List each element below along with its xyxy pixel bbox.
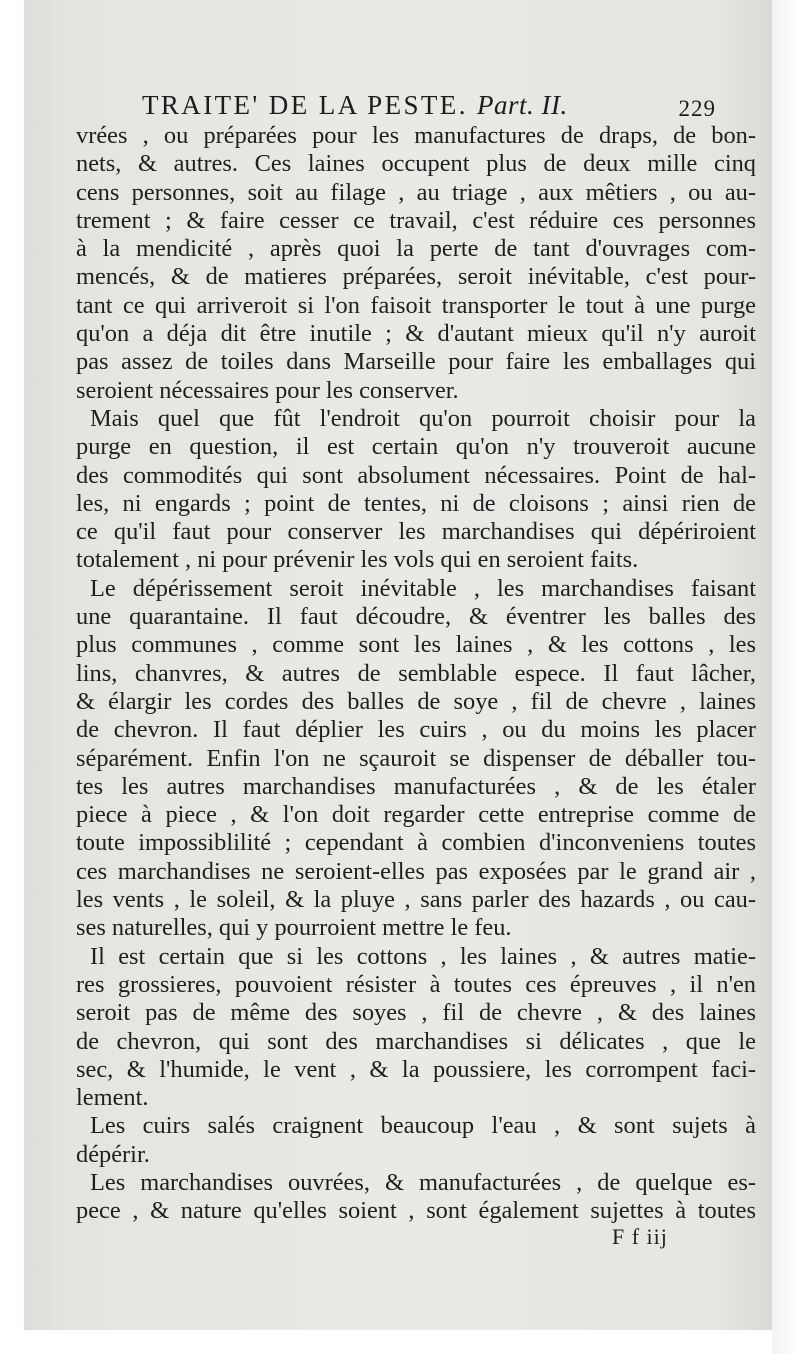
text-line: séparément. Enfin l'on ne sçauroit se dispenser de déballer tou- bbox=[76, 744, 756, 772]
body-text bbox=[76, 122, 756, 1226]
book-part: Part. II. bbox=[477, 90, 568, 120]
text-line: plus communes , comme sont les laines , & les cottons , les bbox=[76, 631, 756, 659]
text-line: seroient nécessaires pour les conserver. bbox=[76, 376, 459, 404]
text-line: les vents , le soleil, & la pluye , sans parler des hazards , ou cau- bbox=[76, 886, 756, 914]
text-line: qu'on a déja dit être inutile ; & d'autant mieux qu'il n'y auroit bbox=[76, 320, 756, 348]
text-line: Les cuirs salés craignent beaucoup l'eau , & sont sujets à bbox=[90, 1112, 756, 1140]
page-edge-margin bbox=[772, 0, 800, 1354]
text-line: lement. bbox=[76, 1084, 149, 1112]
text-line: trement ; & faire cesser ce travail, c'est réduire ces personnes bbox=[76, 206, 756, 234]
book-title: TRAITE' DE LA PESTE. bbox=[142, 90, 468, 120]
running-title bbox=[142, 90, 568, 121]
text-line: Mais quel que fût l'endroit qu'on pourroit choisir pour la bbox=[90, 404, 756, 432]
text-line: ces marchandises ne seroient-elles pas exposées par le grand air , bbox=[76, 857, 756, 885]
text-line: seroit pas de même des soyes , fil de chevre , & des laines bbox=[76, 999, 756, 1027]
text-line: Le dépérissement seroit inévitable , les marchandises faisant bbox=[90, 574, 756, 602]
running-header bbox=[76, 86, 756, 122]
signature-mark: F f iij bbox=[612, 1224, 668, 1249]
text-line: totalement , ni pour prévenir les vols qui en seroient faits. bbox=[76, 546, 639, 574]
text-line: mencés, & de matieres préparées, seroit inévitable, c'est pour- bbox=[76, 263, 756, 291]
text-line: une quarantaine. Il faut découdre, & éventrer les balles des bbox=[76, 603, 756, 631]
text-line: les, ni engards ; point de tentes, ni de cloisons ; ainsi rien de bbox=[76, 489, 756, 517]
text-line: Il est certain que si les cottons , les laines , & autres matie- bbox=[90, 942, 756, 970]
text-line: purge en question, il est certain qu'on n'y trouveroit aucune bbox=[76, 433, 756, 461]
text-line: res grossieres, pouvoient résister à toutes ces épreuves , il n'en bbox=[76, 970, 756, 998]
page-number: 229 bbox=[678, 96, 716, 121]
text-line: toute impossiblilité ; cependant à combien d'inconveniens toutes bbox=[76, 829, 756, 857]
text-line: de chevron. Il faut déplier les cuirs , ou du moins les placer bbox=[76, 716, 756, 744]
text-line: piece à piece , & l'on doit regarder cette entreprise comme de bbox=[76, 801, 756, 829]
text-line: pas assez de toiles dans Marseille pour faire les emballages qui bbox=[76, 348, 756, 376]
text-line: pece , & nature qu'elles soient , sont également sujettes à toutes bbox=[76, 1197, 756, 1225]
text-line: lins, chanvres, & autres de semblable espece. Il faut lâcher, bbox=[76, 659, 756, 687]
text-line: ce qu'il faut pour conserver les marchandises qui dépériroient bbox=[76, 518, 756, 546]
text-line: Les marchandises ouvrées, & manufacturées , de quelque es- bbox=[90, 1168, 756, 1196]
text-line: ses naturelles, qui y pourroient mettre le feu. bbox=[76, 914, 512, 942]
text-line: tes les autres marchandises manufacturées , & de les étaler bbox=[76, 772, 756, 800]
text-line: de chevron, qui sont des marchandises si délicates , que le bbox=[76, 1027, 756, 1055]
text-line: sec, & l'humide, le vent , & la poussiere, les corrompent faci- bbox=[76, 1055, 756, 1083]
text-line: cens personnes, soit au filage , au triage , aux mêtiers , ou au- bbox=[76, 178, 756, 206]
text-line: vrées , ou préparées pour les manufactures de draps, de bon- bbox=[76, 122, 756, 149]
text-line: & élargir les cordes des balles de soye , fil de chevre , laines bbox=[76, 687, 756, 715]
text-line: des commodités qui sont absolument nécessaires. Point de hal- bbox=[76, 461, 756, 489]
text-line: dépérir. bbox=[76, 1140, 150, 1168]
text-line: à la mendicité , après quoi la perte de tant d'ouvrages com- bbox=[76, 235, 756, 263]
text-line: tant ce qui arriveroit si l'on faisoit transporter le tout à une purge bbox=[76, 291, 756, 319]
text-line: nets, & autres. Ces laines occupent plus de deux mille cinq bbox=[76, 150, 756, 178]
